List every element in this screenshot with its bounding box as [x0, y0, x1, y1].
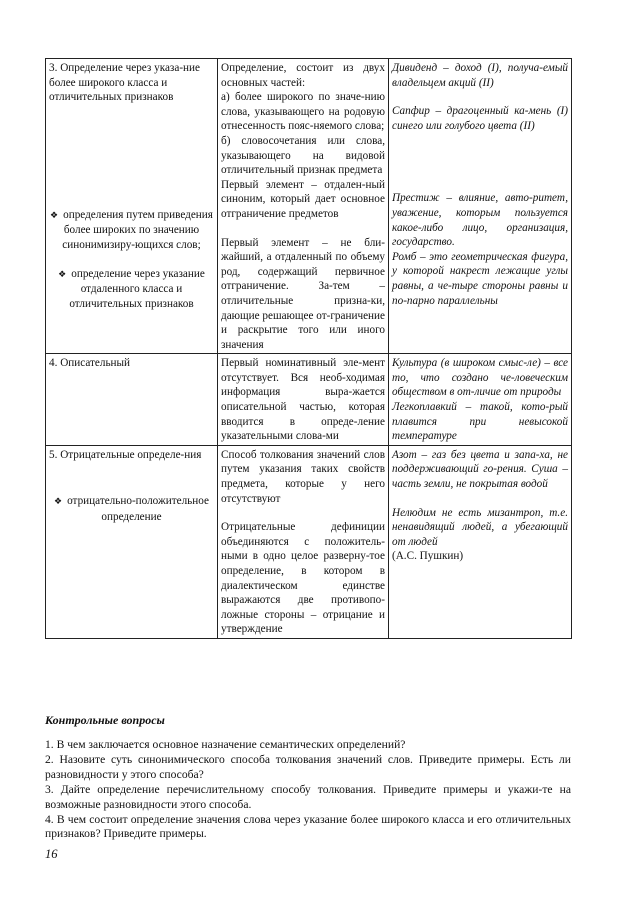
example-cell: Культура (в широком смыс-ле) – все то, что создано че-ловеческим обществом в от-личие от природы Легкоплавкий – такой, кото-рый плавится при невысокой температуре: [389, 354, 572, 446]
method-title: 4. Описательный: [49, 357, 131, 370]
method-cell: [46, 59, 218, 354]
example-cell: Дивиденд – доход (I), получа-емый владельцем акций (II) Сапфир – драгоценный ка-мень (I) синего или голубого цвета (II) Престиж – влияние, авто-ритет, уважение, которым пользуется какое-либо лицо, организация, государство. Ромб – это геометрическая фигура, у которой накрест лежащие углы равны, а че-тыре стороны равны и по-парно параллельны: [389, 59, 572, 354]
table-row: [46, 354, 572, 446]
sub-method: ❖ определения путем приведения более широких по значению синонимизиру-ющихся слов;: [50, 208, 213, 251]
method-title: 3. Определение через указа-ние более широкого класса и отличительных признаков: [49, 62, 200, 104]
questions-heading: Контрольные вопросы: [45, 713, 165, 727]
diamond-bullet-icon: ❖: [54, 497, 63, 508]
questions-list: [45, 738, 571, 842]
method-cell: [46, 354, 218, 446]
list-item: 3. Дайте определение перечислительному способу толкования. Приведите примеры и укажи-те на возможные разновидности этого способа.: [45, 782, 571, 811]
list-item: 2. Назовите суть синонимического способа толкования значений слов. Приведите примеры. Есть ли разновидности у этого способа?: [45, 752, 571, 781]
example-cell: Азот – газ без цвета и запа-ха, не поддерживающий го-рения. Суша – часть земли, не покрытая водой Нелюдим не есть мизантроп, т.е. ненавидящий людей, а убегающий от людей (А.С. Пушкин): [389, 445, 572, 638]
page-number: 16: [45, 847, 58, 861]
method-cell: [46, 445, 218, 638]
list-item: 1. В чем заключается основное назначение семантических определений?: [45, 738, 406, 751]
method-title: 5. Отрицательные определе-ния: [49, 448, 202, 461]
description-cell: Способ толкования значений слов путем указания таких свойств предмета, которые у него отсутствуют Отрицательные дефиниции объединяются с положитель-ными в одно целое разверну-тое определение, в котором в диалектическом единстве выражаются две противопо-ложные стороны – отрицание и утверждение: [218, 445, 389, 638]
definitions-table: [45, 58, 572, 639]
table-row: [46, 59, 572, 354]
list-item: 4. В чем состоит определение значения слова через указание более широкого класса и его отличительных признаков? Приведите примеры.: [45, 812, 571, 841]
sub-method: ❖ отрицательно-положительное определение: [54, 495, 209, 524]
description-cell: Определение, состоит из двух основных частей: а) более широкого по значе-нию слова, указывающего на родовую отнесенность пояс-няемого слова; б) словосочетания или слова, указывающего на видовой отличительный признак предмета Первый элемент – отдален-ный синоним, который дает основное отграничение предметов Первый элемент – не бли-жайший, а отдаленный по объему род, содержащий первичное отграничение. За-тем – отличительные призна-ки, дающие решающее от-граничение и раскрытие того или иного значения: [218, 59, 389, 354]
description-cell: Первый номинативный эле-мент отсутствует. Вся необ-ходимая информация выра-жается описательной частью, которая вводится в опреде-ление указательными слова-ми: [218, 354, 389, 446]
table-row: [46, 445, 572, 638]
diamond-bullet-icon: ❖: [50, 210, 59, 221]
sub-method: ❖ определение через указание отдаленного класса и отличительных признаков: [58, 267, 205, 310]
diamond-bullet-icon: ❖: [58, 269, 67, 280]
